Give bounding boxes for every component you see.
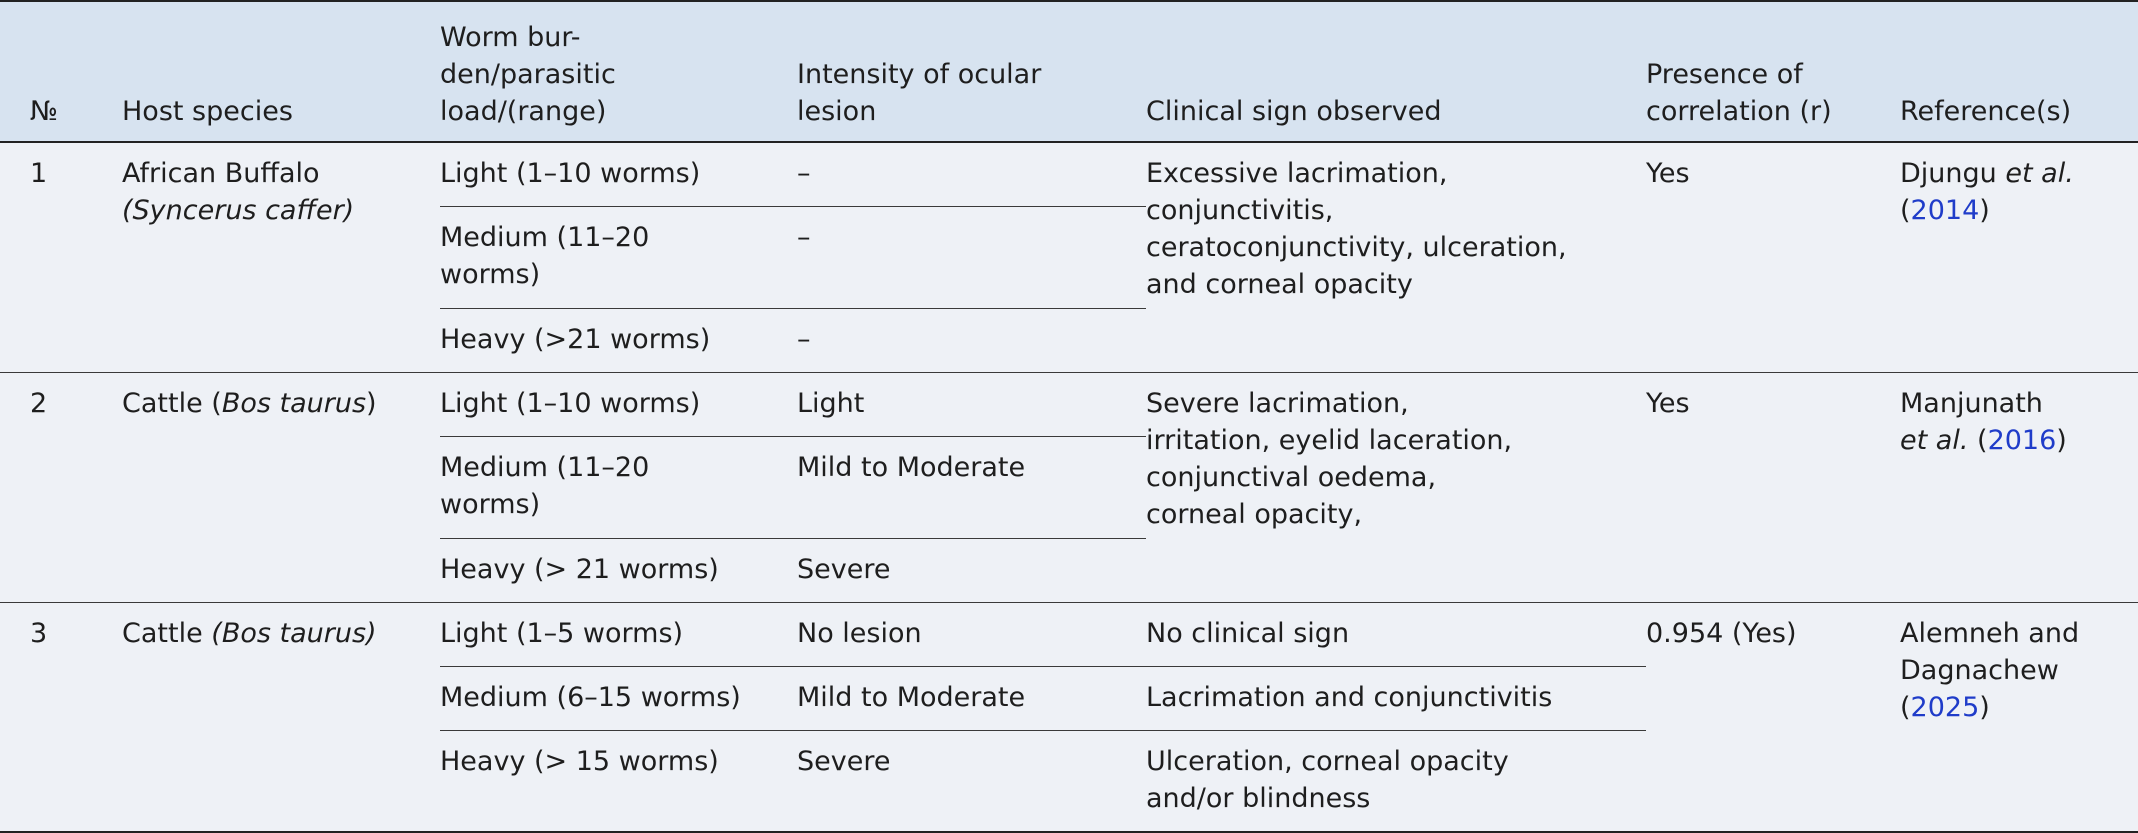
lesion-intensity: Mild to Moderate <box>797 666 1146 730</box>
reference-author: Alemneh and <box>1900 617 2080 649</box>
header-correlation <box>1646 1 1900 142</box>
worm-load-line: Medium (11–20 <box>440 221 650 253</box>
clinical-sign <box>1146 142 1646 372</box>
host-scientific-name: (Bos taurus) <box>211 617 377 649</box>
lesion-intensity: – <box>797 206 1146 308</box>
clinical-sign: No clinical sign <box>1146 602 1646 666</box>
clinical-line: corneal opacity, <box>1146 498 1363 530</box>
host-species <box>122 142 440 372</box>
worm-load <box>440 206 797 308</box>
clinical-sign <box>1146 372 1646 602</box>
header-worm-line: Worm bur- <box>440 22 581 53</box>
reference-paren: ) <box>2056 424 2067 456</box>
header-worm-line: den/parasitic <box>440 59 616 90</box>
worm-load: Heavy (>21 worms) <box>440 308 797 372</box>
table-row <box>0 602 2138 666</box>
header-corr-line: Presence of <box>1646 59 1803 90</box>
reference-year-link[interactable]: 2016 <box>1987 424 2057 456</box>
clinical-line: and corneal opacity <box>1146 269 1413 300</box>
correlation: Yes <box>1646 372 1900 602</box>
host-name-suffix: ) <box>366 387 377 419</box>
table-row <box>0 142 2138 206</box>
worm-load <box>440 436 797 538</box>
clinical-line: Severe lacrimation, <box>1146 387 1409 419</box>
worm-load-line: worms) <box>440 258 541 290</box>
reference <box>1900 372 2138 602</box>
header-worm-line: load/(range) <box>440 96 607 127</box>
lesion-intensity: Severe <box>797 538 1146 602</box>
host-name: African Buffalo <box>122 158 320 189</box>
clinical-line: irritation, eyelid laceration, <box>1146 424 1513 456</box>
clinical-line: conjunctival oedema, <box>1146 461 1437 493</box>
header-corr-line: correlation (r) <box>1646 96 1832 127</box>
worm-load-line: worms) <box>440 488 541 520</box>
host-name: Cattle <box>122 617 212 649</box>
lesion-intensity: Mild to Moderate <box>797 436 1146 538</box>
worm-load: Heavy (> 21 worms) <box>440 538 797 602</box>
lesion-intensity: – <box>797 308 1146 372</box>
lesion-intensity: Light <box>797 372 1146 436</box>
header-worm-burden <box>440 1 797 142</box>
reference-paren: ( <box>1977 424 1988 456</box>
header-no: № <box>0 1 122 142</box>
worm-load: Medium (6–15 worms) <box>440 666 797 730</box>
worm-load: Light (1–5 worms) <box>440 602 797 666</box>
reference-paren: ( <box>1900 195 1911 226</box>
row-number: 3 <box>0 602 122 832</box>
clinical-line: Ulceration, corneal opacity <box>1146 745 1509 777</box>
reference-author: Manjunath <box>1900 387 2043 419</box>
lesion-intensity: No lesion <box>797 602 1146 666</box>
host-name: Cattle ( <box>122 387 222 419</box>
host-scientific-name: (Syncerus caffer) <box>122 195 355 226</box>
reference-paren: ( <box>1900 691 1911 723</box>
clinical-sign: Lacrimation and conjunctivitis <box>1146 666 1646 730</box>
correlation: Yes <box>1646 142 1900 372</box>
reference-author: Dagnachew <box>1900 654 2059 686</box>
header-reference: Reference(s) <box>1900 1 2138 142</box>
header-clinical: Clinical sign observed <box>1146 1 1646 142</box>
worm-load: Light (1–10 worms) <box>440 372 797 436</box>
reference <box>1900 602 2138 832</box>
lesion-intensity: – <box>797 142 1146 206</box>
header-intensity-line: Intensity of ocular <box>797 59 1042 90</box>
reference-paren: ) <box>1979 195 1990 226</box>
host-scientific-name: Bos taurus <box>221 387 367 419</box>
header-intensity-line: lesion <box>797 96 877 127</box>
reference <box>1900 142 2138 372</box>
header-host: Host species <box>122 1 440 142</box>
host-species <box>122 372 440 602</box>
clinical-sign <box>1146 730 1646 832</box>
clinical-line: Excessive lacrimation, <box>1146 158 1448 189</box>
worm-load: Light (1–10 worms) <box>440 142 797 206</box>
lesion-intensity: Severe <box>797 730 1146 832</box>
row-number: 2 <box>0 372 122 602</box>
reference-etal: et al. <box>1900 424 1969 456</box>
worm-load: Heavy (> 15 worms) <box>440 730 797 832</box>
table-header <box>0 1 2138 142</box>
row-number: 1 <box>0 142 122 372</box>
clinical-line: and/or blindness <box>1146 782 1371 814</box>
reference-author: Djungu <box>1900 158 1997 189</box>
reference-year-link[interactable]: 2014 <box>1910 195 1980 226</box>
table-body <box>0 142 2138 832</box>
header-intensity <box>797 1 1146 142</box>
correlation: 0.954 (Yes) <box>1646 602 1900 832</box>
reference-year-link[interactable]: 2025 <box>1910 691 1980 723</box>
clinical-line: ceratoconjunctivity, ulceration, <box>1146 232 1567 263</box>
worm-load-line: Medium (11–20 <box>440 451 650 483</box>
table-row <box>0 372 2138 436</box>
host-species <box>122 602 440 832</box>
reference-paren: ) <box>1979 691 1990 723</box>
clinical-line: conjunctivitis, <box>1146 195 1334 226</box>
reference-etal: et al. <box>2005 158 2074 189</box>
